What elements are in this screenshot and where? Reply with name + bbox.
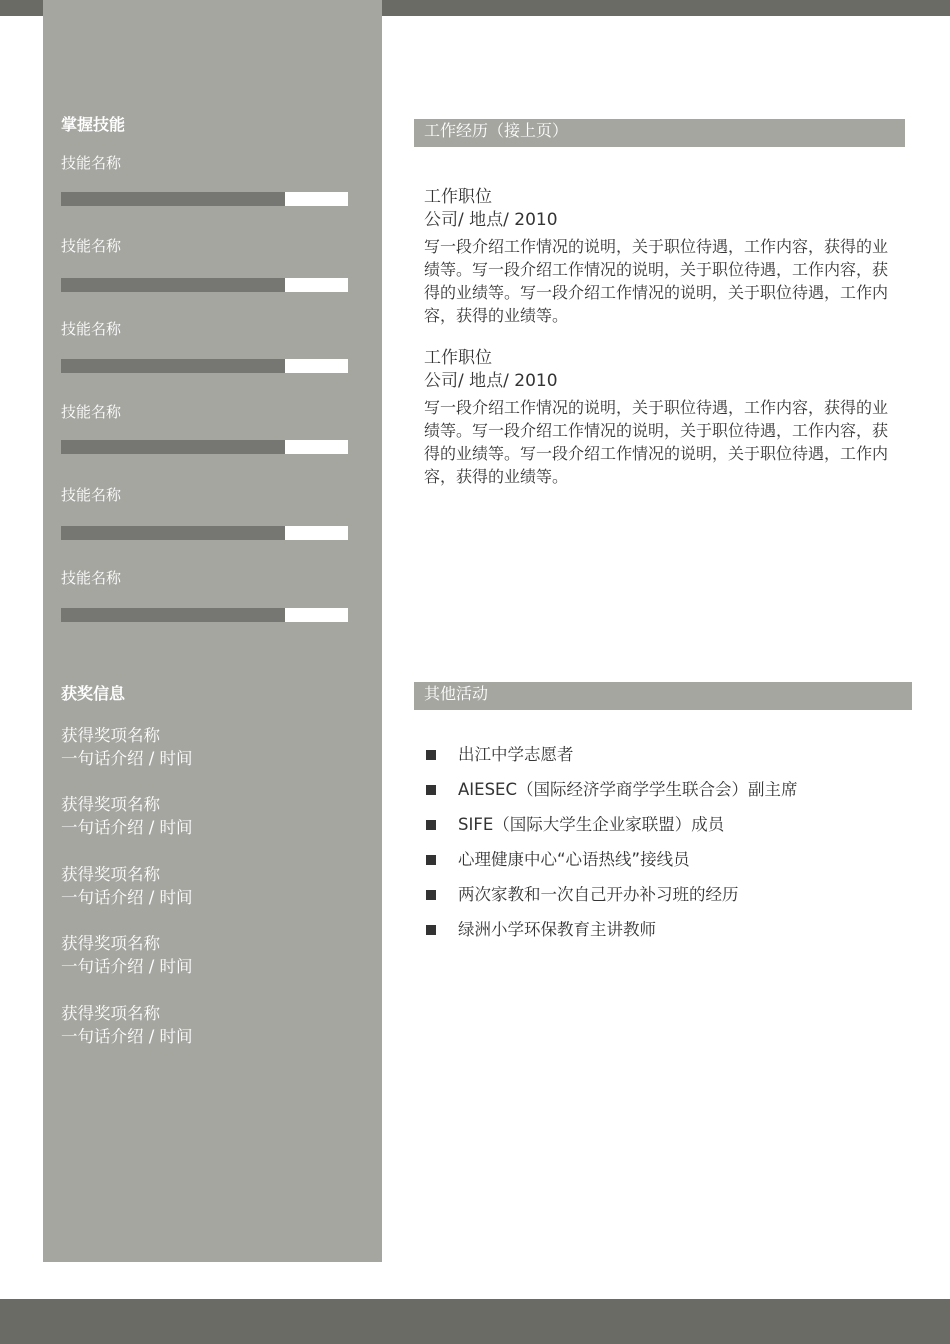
skill-name: 技能名称 <box>61 486 122 504</box>
award-desc: 一句话介绍 / 时间 <box>61 1027 193 1046</box>
activity-text: 两次家教和一次自己开办补习班的经历 <box>458 885 739 904</box>
work-section-heading: 工作经历（接上页） <box>414 119 905 147</box>
skill-level-fill <box>61 440 285 454</box>
square-bullet-icon <box>426 750 436 760</box>
skill-item <box>61 486 348 546</box>
award-desc: 一句话介绍 / 时间 <box>61 749 193 768</box>
skill-item <box>61 569 348 629</box>
skill-level-fill <box>61 192 285 206</box>
list-item <box>424 918 798 953</box>
award-item <box>61 932 193 978</box>
square-bullet-icon <box>426 820 436 830</box>
award-name: 获得奖项名称 <box>61 795 160 814</box>
award-item <box>61 724 193 770</box>
skill-level-fill <box>61 608 285 622</box>
award-item <box>61 863 193 909</box>
skill-level-fill <box>61 526 285 540</box>
skill-item <box>61 154 348 214</box>
list-item <box>424 883 798 918</box>
activity-text: 出江中学志愿者 <box>458 745 574 764</box>
activity-text: 心理健康中心“心语热线”接线员 <box>458 850 690 869</box>
skill-name: 技能名称 <box>61 237 122 255</box>
skill-name: 技能名称 <box>61 320 122 338</box>
skill-name: 技能名称 <box>61 403 122 421</box>
skill-level-bar <box>61 526 348 540</box>
skill-level-fill <box>61 359 285 373</box>
job-entry <box>424 347 902 488</box>
job-title: 工作职位 <box>424 348 492 368</box>
job-meta: 公司/ 地点/ 2010 <box>424 210 558 230</box>
list-item <box>424 813 798 848</box>
job-entry <box>424 186 902 327</box>
award-name: 获得奖项名称 <box>61 726 160 745</box>
award-desc: 一句话介绍 / 时间 <box>61 957 193 976</box>
award-desc: 一句话介绍 / 时间 <box>61 888 193 907</box>
square-bullet-icon <box>426 890 436 900</box>
bottom-decor-bar <box>0 1299 950 1344</box>
job-description: 写一段介绍工作情况的说明，关于职位待遇，工作内容，获得的业绩等。写一段介绍工作情况的说明，关于职位待遇，工作内容，获得的业绩等。写一段介绍工作情况的说明，关于职位待遇，工作内容，获得的业绩等。 <box>424 237 889 325</box>
job-meta: 公司/ 地点/ 2010 <box>424 371 558 391</box>
list-item <box>424 778 798 813</box>
skill-item <box>61 320 348 380</box>
skill-level-fill <box>61 278 285 292</box>
skill-name: 技能名称 <box>61 154 122 172</box>
skill-item <box>61 403 348 463</box>
skill-name: 技能名称 <box>61 569 122 587</box>
activities-section-heading: 其他活动 <box>414 682 912 710</box>
job-title: 工作职位 <box>424 187 492 207</box>
skill-level-bar <box>61 608 348 622</box>
awards-heading: 获奖信息 <box>61 684 126 703</box>
activity-text: 绿洲小学环保教育主讲教师 <box>458 920 656 939</box>
job-description: 写一段介绍工作情况的说明，关于职位待遇，工作内容，获得的业绩等。写一段介绍工作情况的说明，关于职位待遇，工作内容，获得的业绩等。写一段介绍工作情况的说明，关于职位待遇，工作内容，获得的业绩等。 <box>424 398 889 486</box>
square-bullet-icon <box>426 855 436 865</box>
award-item <box>61 1002 193 1048</box>
skill-item <box>61 237 348 297</box>
skill-level-bar <box>61 278 348 292</box>
activities-list <box>424 743 798 953</box>
list-item <box>424 743 798 778</box>
award-name: 获得奖项名称 <box>61 865 160 884</box>
activity-text: SIFE（国际大学生企业家联盟）成员 <box>458 815 725 834</box>
award-name: 获得奖项名称 <box>61 1004 160 1023</box>
skill-level-bar <box>61 359 348 373</box>
list-item <box>424 848 798 883</box>
skill-level-bar <box>61 440 348 454</box>
activity-text: AIESEC（国际经济学商学学生联合会）副主席 <box>458 780 798 799</box>
skills-heading: 掌握技能 <box>61 115 126 134</box>
award-item <box>61 793 193 839</box>
award-desc: 一句话介绍 / 时间 <box>61 818 193 837</box>
square-bullet-icon <box>426 785 436 795</box>
award-name: 获得奖项名称 <box>61 934 160 953</box>
skill-level-bar <box>61 192 348 206</box>
square-bullet-icon <box>426 925 436 935</box>
